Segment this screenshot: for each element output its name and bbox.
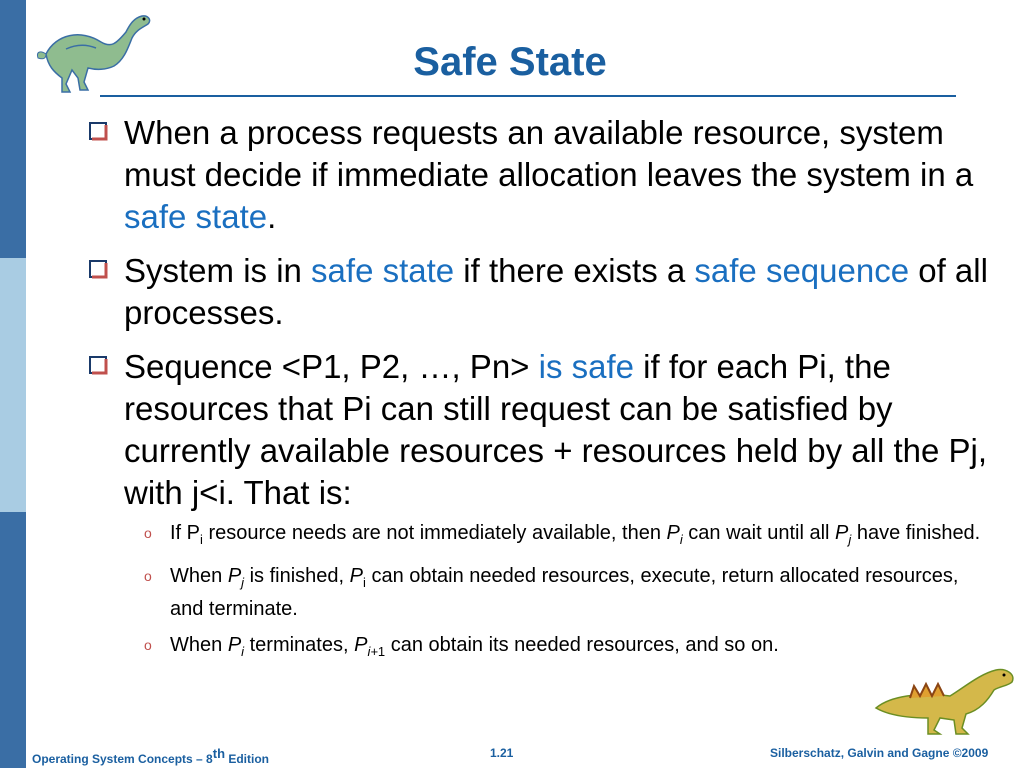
sb1-it2: P [835, 522, 849, 544]
sb1-t1: If P [170, 522, 201, 544]
footer-page-number: 1.21 [490, 746, 514, 760]
bullet-2 [88, 250, 998, 334]
bullet-2-part-3: if there exists a [454, 252, 695, 289]
footer-authors: Silberschatz, Galvin and Gagne ©2009 [770, 746, 989, 760]
dinosaur-logo-icon [36, 4, 156, 96]
sb1-sub2: i [679, 532, 683, 547]
circle-bullet-icon: o [144, 525, 152, 541]
sb2-sub1: j [241, 575, 245, 590]
sb2-sub2: i [363, 575, 366, 590]
checkbox-bullet-icon [88, 355, 108, 375]
sub-bullet-list [144, 520, 998, 665]
sub-bullet-2-text [170, 563, 990, 622]
left-bar-segment-middle [0, 258, 26, 512]
left-bar-segment-bottom [0, 512, 26, 768]
footer-book-title [32, 746, 269, 766]
bullet-2-part-1: System is in [124, 252, 312, 289]
sb3-t2: terminates, [244, 634, 355, 656]
sb1-t2: resource needs are not immediately available, then [202, 522, 667, 544]
slide-title: Safe State [413, 40, 607, 84]
sub-bullet-3-text [170, 632, 990, 665]
circle-bullet-icon: o [144, 568, 152, 584]
sb3-sub2b: 1 [377, 644, 386, 659]
sub-bullet-2 [144, 563, 998, 622]
bullet-3-part-3: if for each Pi, the resources that Pi can still request can be satisfied by currently available resources + resources held by all the Pj, with j<i. That is: [124, 348, 988, 511]
sb2-t1: When [170, 565, 228, 587]
left-bar-segment-top [0, 0, 26, 258]
bullet-3-part-1: Sequence <P1, P2, …, Pn> [124, 348, 539, 385]
bullet-1 [88, 112, 998, 238]
sb3-sub1: i [241, 644, 245, 659]
dinosaur-footer-icon [870, 656, 1020, 736]
bullet-2-highlight-safe-state: safe state [311, 252, 455, 289]
sb3-t1: When [170, 634, 228, 656]
circle-bullet-icon: o [144, 637, 152, 653]
sb1-sub1: i [200, 532, 203, 547]
bullet-3-text [124, 346, 994, 514]
sb1-t4: have finished. [851, 522, 981, 544]
bullet-1-text [124, 112, 994, 238]
sb1-sub3: j [848, 532, 852, 547]
sub-bullet-1 [144, 520, 998, 553]
sub-bullet-1-text [170, 520, 990, 553]
sb3-sub2: i+ [367, 644, 378, 659]
bullet-1-part-1: When a process requests an available resource, system must decide if immediate allocation leaves the system in a [124, 114, 974, 193]
bullet-2-part-5: of all processes. [124, 252, 988, 331]
bullet-2-highlight-safe-sequence: safe sequence [694, 252, 910, 289]
bullet-2-text [124, 250, 994, 334]
bullet-3-highlight-is-safe: is safe [538, 348, 634, 385]
slide-content [88, 112, 998, 675]
bullet-1-part-3: . [267, 198, 277, 235]
title-divider [100, 95, 956, 97]
sb1-t3: can wait until all [682, 522, 836, 544]
sb3-it1: P [227, 634, 242, 656]
footer-left-prefix: Operating System Concepts – 8 [32, 752, 213, 766]
sb3-t3: can obtain its needed resources, and so on. [385, 634, 779, 656]
sb3-it2: P [354, 634, 368, 656]
checkbox-bullet-icon [88, 121, 108, 141]
sb2-it1: P [227, 565, 242, 587]
sb2-it2: P [349, 565, 363, 587]
sb2-t3: can obtain needed resources, execute, return allocated resources, and terminate. [170, 565, 959, 620]
bullet-1-highlight-safe-state: safe state [124, 198, 268, 235]
checkbox-bullet-icon [88, 259, 108, 279]
footer-left-suffix: Edition [225, 752, 270, 766]
sb1-it1: P [666, 522, 680, 544]
footer-left-sup: th [212, 746, 226, 761]
bullet-3 [88, 346, 998, 514]
sb2-t2: is finished, [244, 565, 350, 587]
left-color-bar [0, 0, 26, 768]
